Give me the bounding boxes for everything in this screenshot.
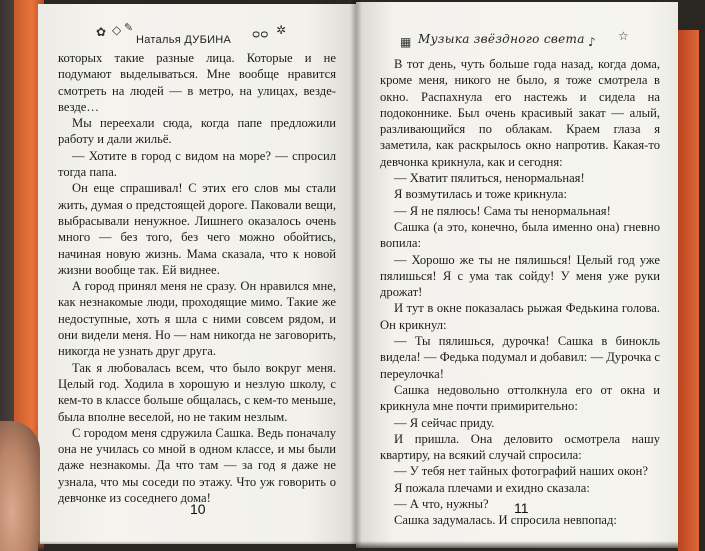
paragraph: — Я не пялюсь! Сама ты ненормальная! — [394, 203, 611, 218]
paragraph: С городом меня сдружила Сашка. Ведь поначалу она не училась со мной в одном классе, и мы были даже незнакомы. Да что там — за год я даже не узнала, что мы соседи по этажу. Что уж говорить о девчонке из соседнего дома! — [58, 425, 336, 506]
paragraph: которых такие разные лица. Которые и не подумают выделываться. Мне вообще нравится смотреть на людей — в метро, на улицах, везде-везде… — [58, 51, 336, 114]
paragraph: Я пожала плечами и ехидно сказала: — [394, 480, 590, 495]
paragraph: — Хорошо же ты не пялишься! Целый год уже пялишься! Я с ума так сойду! У меня уже руки дрожат! — [380, 252, 660, 300]
paragraph: Он еще спрашивал! С этих его слов мы стали жить, думая о предстоящей дороге. Паковали вещи, выбрасывали ненужное. Лишнего оказалось очень много — без того, без чего можно обойтись, начиная новую жизнь. Мама сказала, что к новой жизни вообще так. Ей виднее. — [58, 181, 336, 277]
guitar-icon: ♪ — [588, 35, 596, 49]
right-body-text — [380, 56, 660, 529]
paragraph: Так я любовалась всем, что было вокруг меня. Целый год. Ходила в хорошую и незлую школу, с кем-то в классе больше общалась, с кем-то меньше, была вполне веселой, но не таким незлым. — [58, 360, 336, 424]
paragraph: Мы переехали сюда, когда папе предложили работу и дали жильё. — [58, 116, 336, 147]
paragraph: — У тебя нет тайных фотографий наших окон? — [394, 464, 648, 479]
glasses-icon: ᴑᴑ — [252, 27, 269, 41]
left-page — [38, 4, 356, 544]
running-header-author: Наталья ДУБИНА — [136, 34, 232, 46]
bottom-shadow — [38, 541, 678, 551]
paragraph: А город принял меня не сразу. Он нравился мне, как незнакомые люди, проходящие мимо. Такие же недоступные, хоть я шла с ними совсем рядом, и они видели меня. Но — нам никогда не заговорить, никогда не узнать друг друга. — [58, 279, 336, 359]
flower-icon: ✿ — [96, 25, 107, 39]
chocolate-icon: ▦ — [400, 35, 412, 49]
paragraph: — Хватит пялиться, ненормальная! — [394, 171, 585, 186]
book-cover-right-edge — [677, 30, 699, 551]
page-number: 11 — [514, 500, 529, 516]
paragraph: — Я сейчас приду. — [394, 415, 495, 430]
paragraph: — Ты пялишься, дурочка! Сашка в бинокль видела! — Федька подумал и добавил: — Дурочка с переулочка! — [380, 334, 660, 381]
paragraph: — Хотите в город с видом на море? — спросил тогда папа. — [58, 148, 336, 180]
crystal-icon: ◇ — [112, 23, 122, 37]
paragraph: Сашка задумалась. И спросила невпопад: — [394, 513, 617, 528]
running-header-title: Музыка звёздного света — [418, 32, 585, 46]
right-page — [356, 2, 678, 548]
pencil-icon: ✎ — [124, 21, 134, 34]
paragraph: Сашка (а это, конечно, была именно она) гневно вопила: — [380, 219, 660, 251]
paragraph: — А что, нужны? — [394, 497, 489, 512]
paragraph: В тот день, чуть больше года назад, когда дома, кроме меня, никого не было, я тоже смотрела в окно. Распахнула его настежь и сидела на подоконнике. Был очень красивый закат — алый, разливающийся по облакам. Краем глаза я заметила, как раскрылось окно напротив. Какая-то девчонка крикнула, как и сегодня: — [380, 57, 660, 169]
sparkle-icon: ✲ — [276, 23, 287, 37]
book-gutter — [350, 0, 362, 551]
page-number: 10 — [190, 501, 206, 517]
paragraph: И тут в окне показалась рыжая Федькина голова. Он крикнул: — [380, 301, 660, 332]
left-body-text — [58, 50, 336, 506]
star-icon: ☆ — [618, 29, 629, 43]
paragraph: Сашка недовольно оттолкнула его от окна и крикнула мне почти примирительно: — [380, 382, 660, 414]
paragraph: Я возмутилась и тоже крикнула: — [394, 187, 567, 202]
hand-holding-book — [0, 421, 40, 551]
paragraph: И пришла. Она деловито осмотрела нашу квартиру, на всякий случай спросила: — [380, 431, 660, 463]
